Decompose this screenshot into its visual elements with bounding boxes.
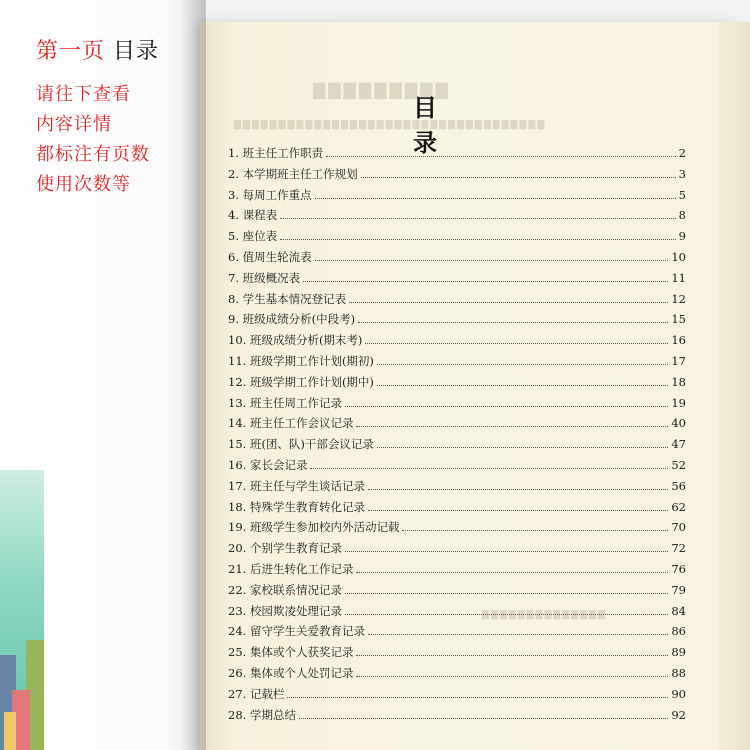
caption-line: 使用次数等 <box>36 174 131 195</box>
bleed-through-text: ▇▇▇▇▇▇▇▇▇ <box>310 80 448 99</box>
toc-entry <box>228 644 686 665</box>
toc-entry-label: 24. 留守学生关爱教育记录 <box>228 624 365 639</box>
toc-leader-dots <box>368 489 668 490</box>
toc-entry-label: 9. 班级成绩分析(中段考) <box>228 312 356 327</box>
toc-entry <box>228 270 686 291</box>
toc-leader-dots <box>345 593 668 594</box>
toc-leader-dots <box>356 426 668 427</box>
toc-entry-label: 11. 班级学期工作计划(期初) <box>228 353 374 368</box>
toc-entry-page: 79 <box>671 582 686 597</box>
toc-entry <box>228 249 686 270</box>
caption-line: 都标注有页数 <box>36 144 150 165</box>
toc-entry-label: 25. 集体或个人获奖记录 <box>228 645 354 660</box>
caption-title-page: 第一页 <box>36 39 106 64</box>
toc-entry-page: 76 <box>671 561 686 576</box>
toc-entry-label: 8. 学生基本情况登记表 <box>228 291 347 306</box>
toc-entry <box>228 291 686 312</box>
toc-entry <box>228 145 686 166</box>
toc-entry-page: 17 <box>671 353 686 368</box>
toc-leader-dots <box>315 198 676 199</box>
toc-entry-label: 2. 本学期班主任工作规划 <box>228 166 358 181</box>
page-edge <box>718 22 750 750</box>
toc-leader-dots <box>326 156 676 157</box>
toc-entry <box>228 228 686 249</box>
toc-entry-page: 86 <box>671 624 686 639</box>
bleed-through-text: ▇▇▇▇▇▇▇▇▇▇▇▇▇▇▇▇▇▇▇▇▇▇▇▇▇▇▇▇▇▇▇▇▇▇▇ <box>232 120 545 130</box>
toc-entry-label: 1. 班主任工作职责 <box>228 146 324 160</box>
toc-entry <box>228 582 686 603</box>
toc-entry-page: 90 <box>671 686 686 701</box>
toc-entry-label: 12. 班级学期工作计划(期中) <box>228 374 374 389</box>
toc-leader-dots <box>349 302 668 303</box>
toc-leader-dots <box>365 343 668 344</box>
toc-leader-dots <box>299 718 668 719</box>
toc-entry <box>228 311 686 332</box>
toc-entry-label: 16. 家长会记录 <box>228 457 308 472</box>
toc-entry <box>228 561 686 582</box>
toc-entry <box>228 457 686 478</box>
toc-entry <box>228 499 686 520</box>
toc-entry-page: 70 <box>671 520 686 535</box>
toc-entry-label: 18. 特殊学生教育转化记录 <box>228 499 365 514</box>
toc-entry-page: 56 <box>671 478 686 493</box>
toc-entry-label: 17. 班主任与学生谈话记录 <box>228 478 365 493</box>
toc-entry <box>228 623 686 644</box>
toc-entry-page: 3 <box>678 166 686 181</box>
toc-entry-page: 2 <box>678 146 686 160</box>
toc-entry <box>228 187 686 208</box>
toc-entry-label: 7. 班级概况表 <box>228 270 301 285</box>
toc-entry <box>228 478 686 499</box>
toc-entry-label: 22. 家校联系情况记录 <box>228 582 342 597</box>
toc-entry-page: 12 <box>671 291 686 306</box>
toc-entry-label: 10. 班级成绩分析(期末考) <box>228 333 363 348</box>
toc-leader-dots <box>358 322 668 323</box>
toc-entry-page: 92 <box>671 707 686 722</box>
toc-entry <box>228 395 686 416</box>
toc-entry-label: 27. 记载栏 <box>228 686 285 701</box>
toc-entry-label: 13. 班主任周工作记录 <box>228 395 342 410</box>
caption-title-contents: 目录 <box>113 39 160 64</box>
toc-entry-label: 20. 个别学生教育记录 <box>228 541 342 556</box>
toc-entry-label: 6. 值周生轮流表 <box>228 249 312 264</box>
toc-entry-label: 23. 校园欺凌处理记录 <box>228 603 342 618</box>
toc-leader-dots <box>356 655 668 656</box>
toc-entry-label: 4. 课程表 <box>228 208 278 223</box>
toc-entry-label: 14. 班主任工作会议记录 <box>228 416 354 431</box>
toc-leader-dots <box>368 634 668 635</box>
toc-entry <box>228 166 686 187</box>
toc-leader-dots <box>345 614 668 615</box>
toc-entry <box>228 332 686 353</box>
toc-leader-dots <box>402 530 668 531</box>
toc-entry-page: 62 <box>671 499 686 514</box>
caption-line: 请往下查看 <box>36 84 131 105</box>
toc-entry <box>228 415 686 436</box>
caption-line: 内容详情 <box>36 114 112 135</box>
building-graphic <box>4 712 16 750</box>
toc-leader-dots <box>303 281 668 282</box>
toc-entry-label: 26. 集体或个人处罚记录 <box>228 665 354 680</box>
toc-entry <box>228 603 686 624</box>
cover-illustration <box>0 470 44 750</box>
toc-entry-page: 52 <box>671 457 686 472</box>
toc-entry-page: 47 <box>671 437 686 452</box>
toc-entry-label: 19. 班级学生参加校内外活动记载 <box>228 520 400 535</box>
toc-entry-page: 9 <box>678 229 686 244</box>
toc-entry <box>228 207 686 228</box>
toc-entry <box>228 540 686 561</box>
toc-entry <box>228 436 686 457</box>
toc-entry-page: 89 <box>671 645 686 660</box>
caption-lines <box>36 80 159 200</box>
toc-entry <box>228 353 686 374</box>
toc-entry-page: 16 <box>671 333 686 348</box>
toc-entry-page: 10 <box>671 249 686 264</box>
toc-entry-page: 84 <box>671 603 686 618</box>
toc-leader-dots <box>280 239 676 240</box>
toc-entry <box>228 374 686 395</box>
toc-leader-dots <box>356 572 668 573</box>
toc-entry-page: 19 <box>671 395 686 410</box>
toc-entry-page: 11 <box>671 270 686 285</box>
toc-entry-page: 88 <box>671 665 686 680</box>
toc-title: 目录 <box>413 93 457 157</box>
bleed-through-text: ▇▇▇▇▇▇▇▇▇▇▇▇▇▇ <box>480 610 605 620</box>
book-spine <box>180 0 206 750</box>
toc-entry-page: 72 <box>671 541 686 556</box>
toc-entry-page: 8 <box>678 208 686 223</box>
toc-leader-dots <box>377 385 668 386</box>
toc-leader-dots <box>368 510 668 511</box>
toc-leader-dots <box>356 676 668 677</box>
caption-overlay <box>36 38 159 200</box>
toc-entry <box>228 686 686 707</box>
toc-entry-label: 28. 学期总结 <box>228 707 296 722</box>
toc-entry <box>228 665 686 686</box>
toc-entry-page: 40 <box>671 416 686 431</box>
toc-leader-dots <box>377 447 668 448</box>
toc-leader-dots <box>345 551 668 552</box>
toc-entry-label: 3. 每周工作重点 <box>228 187 312 202</box>
caption-title <box>36 38 159 66</box>
toc-leader-dots <box>280 218 676 219</box>
toc-entry-label: 5. 座位表 <box>228 229 278 244</box>
toc-leader-dots <box>315 260 669 261</box>
toc-entry-page: 5 <box>678 187 686 202</box>
toc-entry-label: 21. 后进生转化工作记录 <box>228 561 354 576</box>
toc-entry-label: 15. 班(团、队)干部会议记录 <box>228 437 374 452</box>
toc-entry <box>228 707 686 728</box>
toc-entry <box>228 519 686 540</box>
toc-leader-dots <box>310 468 668 469</box>
toc-leader-dots <box>287 697 668 698</box>
toc-entry-page: 15 <box>671 312 686 327</box>
toc-leader-dots <box>345 406 668 407</box>
toc-leader-dots <box>361 177 676 178</box>
toc-list <box>228 145 686 727</box>
toc-leader-dots <box>377 364 668 365</box>
toc-entry-page: 18 <box>671 374 686 389</box>
